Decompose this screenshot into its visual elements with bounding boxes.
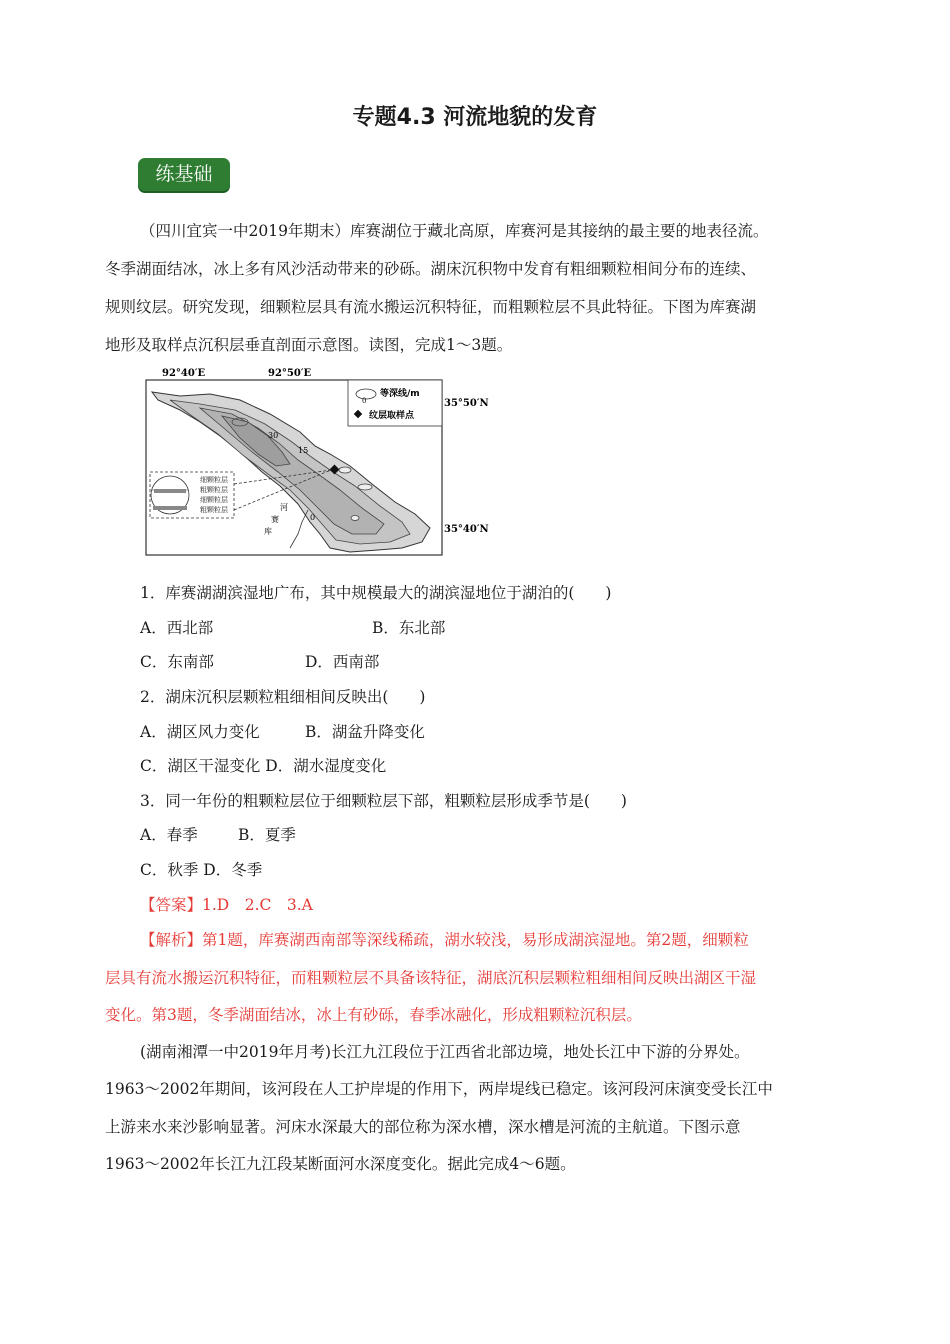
lon-label-right: 92°50′E: [268, 368, 312, 379]
contour-label-30: 30: [268, 431, 279, 440]
answer-tag: 【答案】: [140, 896, 203, 914]
q2-option-b: B．湖盆升降变化: [305, 723, 425, 741]
analysis-text-1: 第1题，库赛湖西南部等深线稀疏，湖水较浅，易形成湖滨湿地。第2题，细颗粒: [202, 931, 749, 949]
answer-line: [140, 893, 313, 915]
legend-zero: 0: [362, 397, 367, 405]
legend-sample-label: 纹层取样点: [369, 411, 415, 421]
layer-label-3: 细颗粒层: [200, 496, 228, 504]
lat-label-top: 35°50′N: [444, 398, 489, 409]
river-char-1: 河: [280, 503, 288, 512]
q1-option-c: C．东南部: [140, 653, 214, 671]
analysis-line-3: 变化。第3题，冬季湖面结冰，冰上有砂砾，春季冰融化，形成粗颗粒沉积层。: [105, 1006, 642, 1024]
q1-option-d: D．西南部: [305, 653, 380, 671]
q1-stem: 1．库赛湖湖滨湿地广布，其中规模最大的湖滨湿地位于湖泊的( ): [140, 584, 612, 602]
q3-stem: 3．同一年份的粗颗粒层位于细颗粒层下部，粗颗粒层形成季节是( ): [140, 792, 627, 810]
intro1-line-1: （四川宜宾一中2019年期末）库赛湖位于藏北高原，库赛河是其接纳的最主要的地表径流。: [140, 222, 769, 240]
q1-option-a: A．西北部: [140, 619, 214, 637]
q2-option-cd: C．湖区干湿变化 D．湖水湿度变化: [140, 757, 387, 775]
intro2-line-2: 1963～2002年期间，该河段在人工护岸堤的作用下，两岸堤线已稳定。该河段河床演变受长江中: [105, 1080, 773, 1098]
river-char-3: 库: [264, 527, 272, 536]
intro2-line-3: 上游来水来沙影响显著。河床水深最大的部位称为深水槽，深水槽是河流的主航道。下图示意: [105, 1118, 741, 1136]
layer-label-4: 粗颗粒层: [200, 506, 228, 514]
contour-label-0: 0: [310, 513, 316, 522]
answer-text: 1.D 2.C 3.A: [202, 896, 313, 914]
river-char-2: 赛: [271, 515, 279, 524]
contour-label-15: 15: [298, 446, 309, 455]
page-title: 专题4.3 河流地貌的发育: [352, 105, 598, 130]
intro2-line-1: (湖南湘潭一中2019年月考)长江九江段位于江西省北部边境，地处长江中下游的分界处。: [140, 1043, 750, 1061]
lake-map-figure: [140, 362, 500, 558]
q3-option-b: B．夏季: [238, 826, 296, 844]
layer-label-1: 细颗粒层: [200, 476, 228, 484]
layer-label-2: 粗颗粒层: [200, 486, 228, 494]
intro2-line-4: 1963～2002年长江九江段某断面河水深度变化。据此完成4～6题。: [105, 1155, 576, 1173]
lat-label-bottom: 35°40′N: [444, 524, 489, 535]
legend-contour-label: 等深线/m: [380, 389, 420, 399]
q3-option-cd: C．秋季 D．冬季: [140, 861, 263, 879]
intro1-line-3: 规则纹层。研究发现，细颗粒层具有流水搬运沉积特征，而粗颗粒层不具此特征。下图为库赛湖: [105, 298, 757, 316]
section-badge: 练基础: [138, 158, 230, 191]
intro1-line-4: 地形及取样点沉积层垂直剖面示意图。读图，完成1～3题。: [105, 336, 513, 354]
q1-option-b: B．东北部: [372, 619, 446, 637]
analysis-tag: 【解析】: [140, 931, 203, 949]
q2-stem: 2．湖床沉积层颗粒粗细相间反映出( ): [140, 688, 426, 706]
q3-option-a: A．春季: [140, 826, 198, 844]
q2-option-a: A．湖区风力变化: [140, 723, 260, 741]
lon-label-left: 92°40′E: [162, 368, 206, 379]
analysis-line-1: [140, 928, 749, 950]
intro1-line-2: 冬季湖面结冰，冰上多有风沙活动带来的砂砾。湖床沉积物中发育有粗细颗粒相间分布的连续、: [105, 260, 757, 278]
analysis-line-2: 层具有流水搬运沉积特征，而粗颗粒层不具备该特征，湖底沉积层颗粒粗细相间反映出湖区干湿: [105, 969, 757, 987]
